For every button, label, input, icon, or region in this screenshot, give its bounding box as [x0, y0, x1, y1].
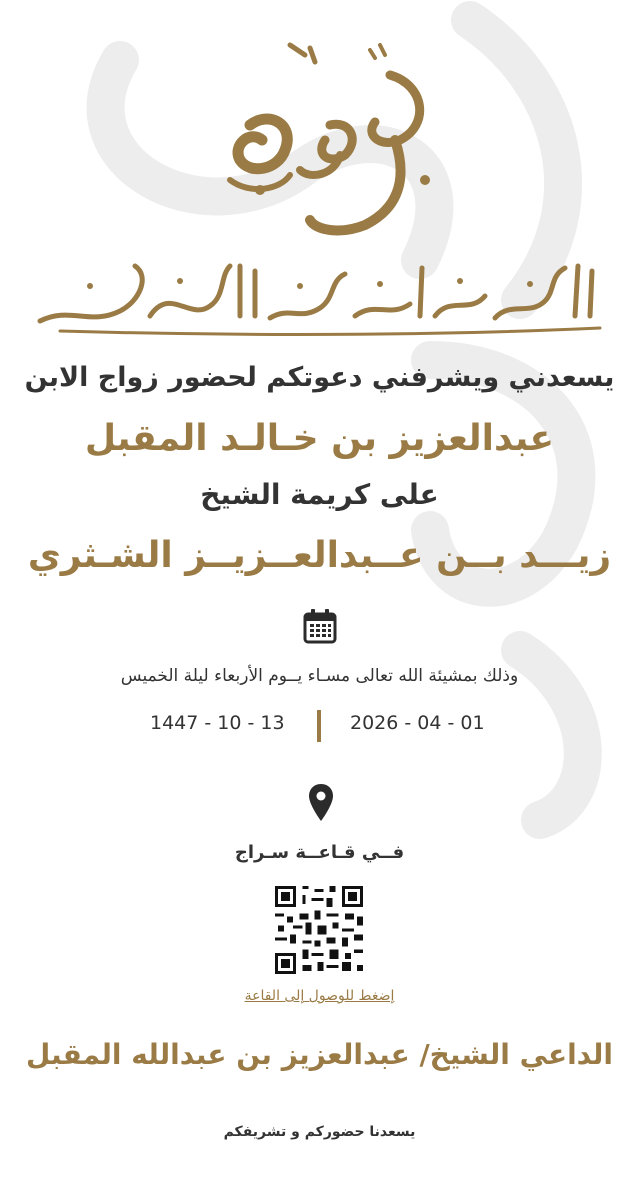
invitation-title-calligraphy	[190, 30, 450, 245]
hijri-date: 1447 - 10 - 13	[150, 712, 285, 734]
date-separator	[317, 710, 321, 742]
footer-text: يسعدنا حضوركم و تشريفكم	[223, 1124, 416, 1140]
dates-row	[0, 712, 639, 746]
groom-name: عبدالعزيز بن خـالـد المقبل	[84, 418, 555, 459]
time-description: وذلك بمشيئة الله تعالى مسـاء يــوم الأربعاء ليلة الخميس	[120, 666, 519, 686]
venue-qr-code[interactable]	[275, 886, 363, 974]
location-pin-icon	[308, 783, 334, 823]
host-name: الداعي الشيخ/ عبدالعزيز بن عبدالله المقبل	[26, 1038, 613, 1071]
venue-directions-link[interactable]: إضغط للوصول إلى القاعة	[244, 988, 395, 1004]
bride-father-name: زيـــد بــن عــبدالعــزيــز الشـثري	[27, 535, 612, 576]
venue-name: فــي قـاعــة سـراج	[234, 842, 405, 863]
gregorian-date: 2026 - 04 - 01	[350, 712, 485, 734]
invitation-line: يسعدني ويشرفني دعوتكم لحضور زواج الابن	[24, 362, 615, 393]
bride-intro: على كريمة الشيخ	[200, 478, 439, 511]
blessing-calligraphy	[30, 246, 610, 336]
calendar-icon	[303, 608, 337, 644]
